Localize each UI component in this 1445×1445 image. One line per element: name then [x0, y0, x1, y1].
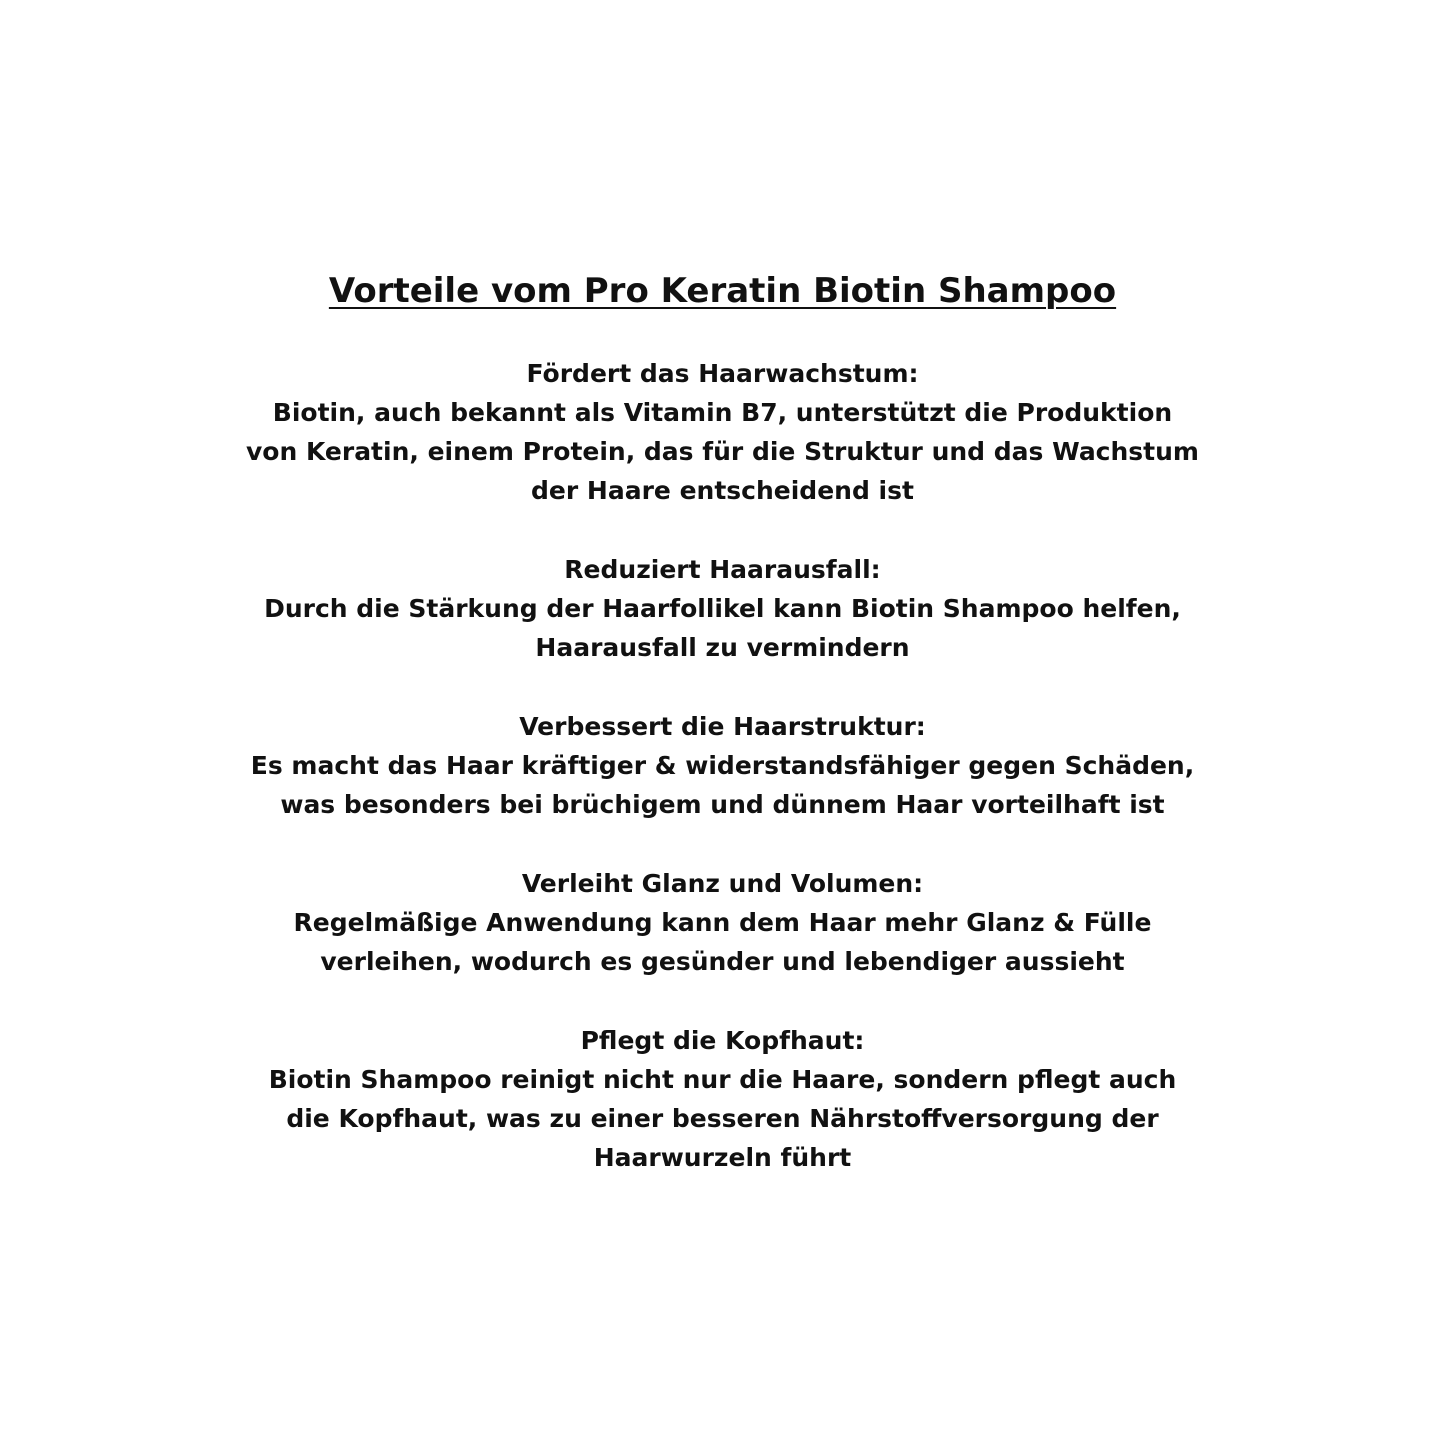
benefit-text-line: Haarausfall zu vermindern: [535, 633, 910, 662]
benefit-heading: Pflegt die Kopfhaut:: [580, 1026, 865, 1055]
benefit-text-line: die Kopfhaut, was zu einer besseren Nährstoffversorgung der: [286, 1104, 1159, 1133]
benefit-section-hair-growth: [0, 354, 1445, 510]
benefit-text-line: verleihen, wodurch es gesünder und lebendiger aussieht: [320, 947, 1125, 976]
benefit-text-line: Haarwurzeln führt: [593, 1143, 852, 1172]
benefit-text-line: der Haare entscheidend ist: [531, 476, 914, 505]
page-title: Vorteile vom Pro Keratin Biotin Shampoo: [328, 271, 1117, 311]
benefit-heading: Verleiht Glanz und Volumen:: [521, 869, 924, 898]
benefit-text-line: Biotin, auch bekannt als Vitamin B7, unterstützt die Produktion: [272, 398, 1173, 427]
benefit-heading: Reduziert Haarausfall:: [564, 555, 881, 584]
benefits-document: [0, 268, 1445, 1177]
benefit-text-line: von Keratin, einem Protein, das für die Struktur und das Wachstum: [246, 437, 1199, 466]
benefit-text-line: Durch die Stärkung der Haarfollikel kann Biotin Shampoo helfen,: [264, 594, 1181, 623]
benefit-section-scalp-care: [0, 1021, 1445, 1177]
benefit-text-line: Biotin Shampoo reinigt nicht nur die Haare, sondern pflegt auch: [268, 1065, 1177, 1094]
benefit-heading: Fördert das Haarwachstum:: [526, 359, 919, 388]
benefit-section-shine-volume: [0, 864, 1445, 981]
benefit-section-hair-structure: [0, 707, 1445, 824]
benefit-heading: Verbessert die Haarstruktur:: [519, 712, 926, 741]
benefit-text-line: Regelmäßige Anwendung kann dem Haar mehr Glanz & Fülle: [293, 908, 1152, 937]
benefit-section-hair-loss: [0, 550, 1445, 667]
benefit-text-line: was besonders bei brüchigem und dünnem Haar vorteilhaft ist: [280, 790, 1165, 819]
benefit-text-line: Es macht das Haar kräftiger & widerstandsfähiger gegen Schäden,: [250, 751, 1195, 780]
